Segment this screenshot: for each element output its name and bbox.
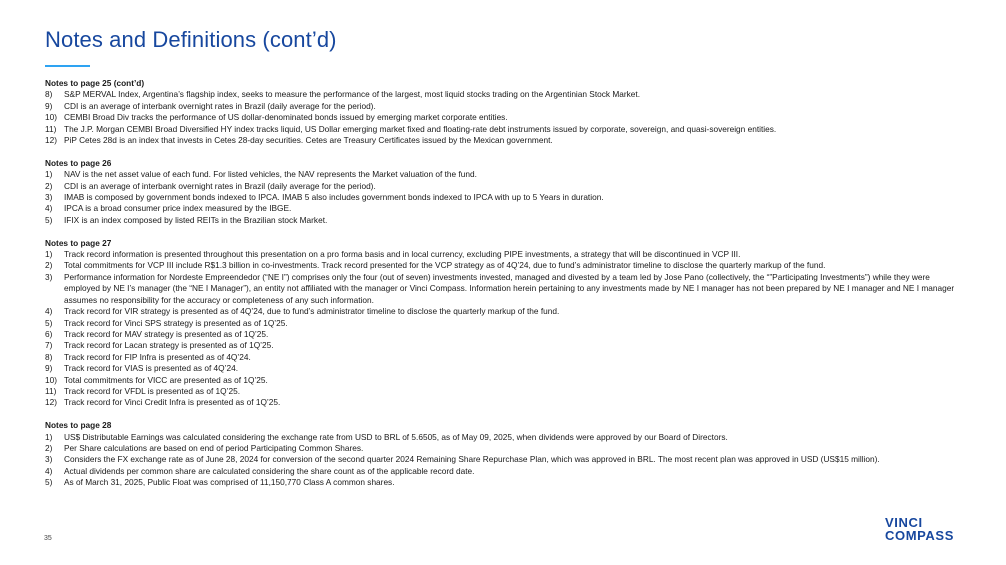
note-item [45, 375, 965, 386]
note-text: CDI is an average of interbank overnight rates in Brazil (daily average for the period). [64, 100, 376, 111]
note-number: 3) [45, 454, 53, 465]
section-heading: Notes to page 26 [45, 157, 112, 168]
note-text: PiP Cetes 28d is an index that invests in Cetes 28-day securities. Cetes are Treasury Certificates issued by the Mexican government. [64, 135, 553, 146]
note-text: Per Share calculations are based on end of period Participating Common Shares. [64, 442, 364, 453]
note-text: The J.P. Morgan CEMBI Broad Diversified HY index tracks liquid, US Dollar emerging market fixed and floating-rate debt instruments issued by corporate, sovereign, and quasi-sovereign entities. [64, 123, 777, 134]
note-number: 2) [45, 180, 53, 191]
note-number: 3) [45, 271, 53, 282]
note-text: Track record for Lacan strategy is presented as of 1Q’25. [64, 340, 274, 351]
note-item [45, 306, 965, 317]
note-item [45, 101, 965, 112]
note-text: IFIX is an index composed by listed REITs in the Brazilian stock Market. [64, 214, 328, 225]
note-item [45, 432, 965, 443]
note-number: 5) [45, 477, 53, 488]
note-number: 2) [45, 260, 53, 271]
notes-section [45, 238, 965, 409]
note-item [45, 181, 965, 192]
note-number: 8) [45, 89, 53, 100]
note-item [45, 466, 965, 477]
note-number: 10) [45, 112, 57, 123]
note-number: 5) [45, 317, 53, 328]
note-text: CDI is an average of interbank overnight rates in Brazil (daily average for the period). [64, 180, 376, 191]
note-text: IMAB is composed by government bonds indexed to IPCA. IMAB 5 also includes government bonds indexed to IPCA with up to 5 Years in duration. [64, 192, 604, 203]
note-text: NAV is the net asset value of each fund. For listed vehicles, the NAV represents the Market valuation of the fund. [64, 169, 477, 180]
note-item [45, 386, 965, 397]
note-number: 1) [45, 431, 53, 442]
note-item [45, 215, 965, 226]
note-number: 6) [45, 328, 53, 339]
note-number: 12) [45, 135, 57, 146]
note-item [45, 249, 965, 260]
note-text: IPCA is a broad consumer price index measured by the IBGE. [64, 203, 292, 214]
note-text: Track record for Vinci Credit Infra is presented as of 1Q’25. [64, 397, 281, 408]
note-item [45, 443, 965, 454]
note-number: 3) [45, 192, 53, 203]
note-item [45, 260, 965, 271]
note-item [45, 135, 965, 146]
note-number: 10) [45, 374, 57, 385]
note-number: 11) [45, 123, 57, 134]
notes-section [45, 420, 965, 488]
section-heading: Notes to page 28 [45, 420, 112, 431]
note-text: Total commitments for VCP III include R$1.3 billion in co-investments. Track record presented for the VCP strategy as of 4Q’24, due to fund’s administrator timeline to disclose the quarterly markup of the fund. [64, 260, 826, 271]
notes-section [45, 78, 965, 146]
note-text: As of March 31, 2025, Public Float was comprised of 11,150,770 Class A common shares. [64, 477, 395, 488]
note-item [45, 169, 965, 180]
note-text: Track record for VFDL is presented as of 1Q’25. [64, 385, 240, 396]
note-text: Track record for VIR strategy is presented as of 4Q’24, due to fund’s administrator timeline to disclose the quarterly markup of the fund. [64, 306, 560, 317]
note-item [45, 340, 965, 351]
note-number: 5) [45, 214, 53, 225]
note-item [45, 124, 965, 135]
notes-content [45, 78, 965, 500]
note-number: 4) [45, 306, 53, 317]
note-item [45, 454, 965, 465]
note-item [45, 318, 965, 329]
note-number: 11) [45, 385, 57, 396]
note-number: 9) [45, 363, 53, 374]
note-number: 4) [45, 203, 53, 214]
vinci-compass-logo [885, 516, 954, 542]
note-number: 1) [45, 169, 53, 180]
note-text: Considers the FX exchange rate as of June 28, 2024 for conversion of the second quarter 2024 Remaining Share Repurchase Plan, which was approved in BRL. The most recent plan was approved in USD (US$15 million). [64, 454, 880, 465]
note-text: Performance information for Nordeste Empreendedor (“NE I”) comprises only the four (out of seven) investments invested, managed and divested by a team led by Jose Pano (collectively, the “”Participating Investments”) while they were employed by NE I’s manager (the “NE I Manager”), an entity not affiliated with the manager or Vinci Compass. Information herein pertaining to any investments made by NE I manager has not been prepared by NE I manager and NE I manager assumes no responsibility for the accuracy or completeness of any such information. [64, 271, 955, 305]
note-item [45, 329, 965, 340]
note-text: Track record for FIP Infra is presented as of 4Q’24. [64, 351, 251, 362]
note-item [45, 352, 965, 363]
note-text: US$ Distributable Earnings was calculated considering the exchange rate from USD to BRL of 5.6505, as of May 09, 2025, when dividends were approved by our Board of Directors. [64, 431, 728, 442]
note-text: Track record for Vinci SPS strategy is presented as of 1Q’25. [64, 317, 288, 328]
note-item [45, 89, 965, 100]
note-item [45, 397, 965, 408]
note-item [45, 363, 965, 374]
note-number: 2) [45, 442, 53, 453]
note-item [45, 112, 965, 123]
note-item [45, 192, 965, 203]
note-text: Track record for VIAS is presented as of 4Q’24. [64, 363, 239, 374]
section-heading: Notes to page 27 [45, 237, 112, 248]
note-item [45, 203, 965, 214]
page-number: 35 [44, 535, 52, 542]
note-number: 1) [45, 249, 53, 260]
note-number: 12) [45, 397, 57, 408]
note-text: Track record for MAV strategy is presented as of 1Q’25. [64, 328, 269, 339]
note-item [45, 272, 965, 306]
note-text: Actual dividends per common share are calculated considering the share count as of the applicable record date. [64, 465, 475, 476]
note-text: S&P MERVAL Index, Argentina’s flagship index, seeks to measure the performance of the largest, most liquid stocks trading on the Argentinian Stock Market. [64, 89, 641, 100]
note-text: CEMBI Broad Div tracks the performance of US dollar-denominated bonds issued by emerging market corporate entities. [64, 112, 508, 123]
note-number: 8) [45, 351, 53, 362]
logo-line-1: VINCI [885, 515, 923, 530]
note-text: Total commitments for VICC are presented as of 1Q’25. [64, 374, 268, 385]
note-number: 9) [45, 100, 53, 111]
page-title: Notes and Definitions (cont’d) [45, 27, 337, 52]
note-item [45, 477, 965, 488]
note-text: Track record information is presented throughout this presentation on a pro forma basis and in local currency, excluding PIPE investments, a strategy that will be discontinued in VCP III. [64, 249, 741, 260]
title-underline [45, 65, 90, 67]
section-heading: Notes to page 25 (cont’d) [45, 78, 145, 88]
note-number: 4) [45, 465, 53, 476]
note-number: 7) [45, 340, 53, 351]
logo-line-2: COMPASS [885, 528, 954, 543]
notes-section [45, 158, 965, 226]
